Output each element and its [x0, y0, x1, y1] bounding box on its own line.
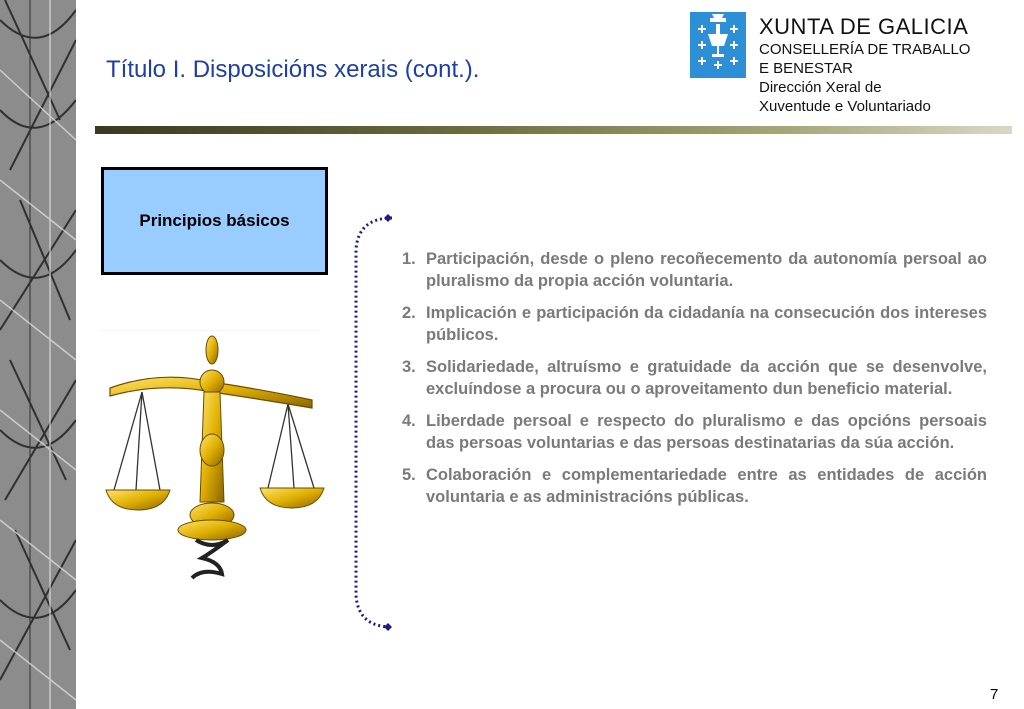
- principles-list: [402, 248, 987, 518]
- list-item-number: 4.: [402, 412, 416, 430]
- organization-line: CONSELLERÍA DE TRABALLO: [759, 41, 971, 58]
- list-item-text: Solidariedade, altruísmo e gratuidade da acción que se desenvolve, excluíndose a procura ou o aproveitamento dun beneficio material.: [426, 358, 987, 398]
- page-number: 7: [990, 686, 999, 703]
- list-item: [402, 302, 987, 346]
- justice-scale-icon: [100, 330, 325, 592]
- list-item-text: Participación, desde o pleno recoñecemento da autonomía persoal ao pluralismo da propia acción voluntaria.: [426, 250, 987, 290]
- organization-line: Dirección Xeral de: [759, 79, 882, 96]
- list-item: [402, 410, 987, 454]
- decorative-side-strip: [0, 0, 76, 709]
- list-item-number: 5.: [402, 466, 416, 484]
- list-item-text: Liberdade persoal e respecto do pluralismo e das opcións persoais das persoas voluntarias e das persoas destinatarias da súa acción.: [426, 412, 987, 452]
- list-bracket: [348, 210, 408, 635]
- header-divider: [95, 126, 1012, 134]
- slide-title: Título I. Disposicións xerais (cont.).: [106, 56, 480, 83]
- organization-line: Xuventude e Voluntariado: [759, 98, 931, 115]
- principles-heading: Principios básicos: [139, 211, 290, 230]
- list-item-text: Colaboración e complementariedade entre as entidades de acción voluntaria e as administracións públicas.: [426, 466, 987, 506]
- organization-name: XUNTA DE GALICIA: [759, 14, 969, 39]
- list-item-number: 2.: [402, 304, 416, 322]
- list-item: [402, 248, 987, 292]
- organization-header: [759, 14, 970, 116]
- principles-heading-box: [101, 167, 328, 275]
- list-item-number: 3.: [402, 358, 416, 376]
- list-item-number: 1.: [402, 250, 416, 268]
- list-item: [402, 356, 987, 400]
- list-item: [402, 464, 987, 508]
- list-item-text: Implicación e participación da cidadanía na consecución dos intereses públicos.: [426, 304, 987, 344]
- organization-line: E BENESTAR: [759, 60, 853, 77]
- galicia-coat-of-arms-icon: [690, 12, 746, 78]
